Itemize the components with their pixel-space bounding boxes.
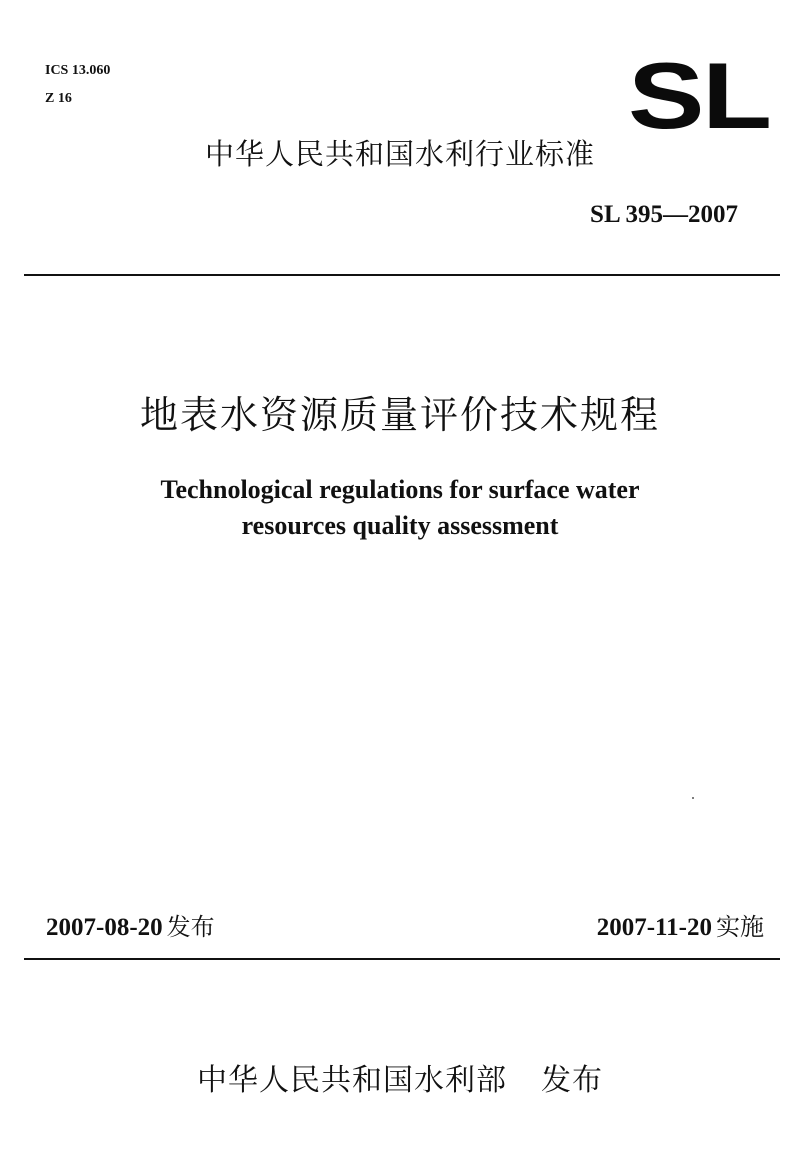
publisher-action: 发布 — [541, 1063, 603, 1098]
scan-speck — [692, 797, 694, 799]
implementation-label: 实施 — [716, 913, 764, 941]
top-divider — [24, 274, 780, 276]
sl-logo: SL — [628, 43, 770, 148]
title-en-line1: Technological regulations for surface water — [160, 475, 640, 504]
category-code: Z 16 — [45, 91, 72, 106]
document-title-cn: 地表水资源质量评价技术规程 — [139, 393, 660, 437]
issue-date-block — [46, 910, 215, 945]
standard-type-title: 中华人民共和国水利行业标准 — [204, 137, 595, 171]
publisher-name: 中华人民共和国水利部 — [197, 1063, 507, 1098]
issue-label: 发布 — [166, 913, 215, 941]
ics-code: ICS 13.060 — [45, 63, 111, 78]
standard-number: SL 395—2007 — [590, 201, 738, 228]
title-en-line2: resources quality assessment — [241, 511, 559, 540]
implementation-date: 2007-11-20 — [596, 914, 712, 941]
implementation-date-block — [597, 910, 764, 945]
classification-block — [45, 62, 110, 118]
document-title-en — [0, 472, 800, 544]
publisher-line — [0, 1062, 800, 1100]
issue-date: 2007-08-20 — [46, 914, 163, 941]
bottom-divider — [24, 958, 780, 960]
